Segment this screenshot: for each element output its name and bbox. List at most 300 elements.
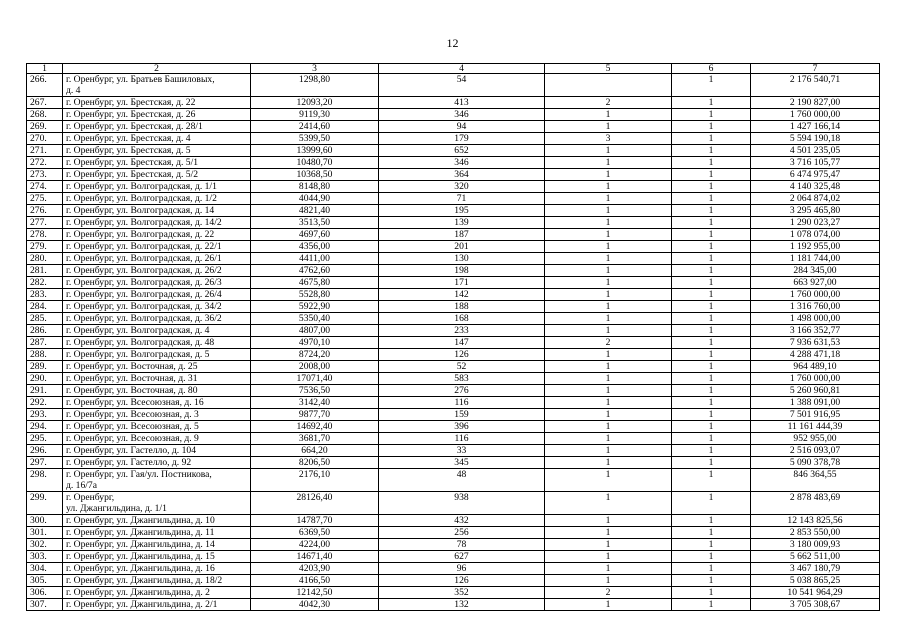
value-6-cell: 1 [672, 133, 751, 145]
value-6-cell: 1 [672, 515, 751, 527]
cost-cell: 952 955,00 [751, 433, 880, 445]
row-number: 300. [27, 515, 63, 527]
row-number: 306. [27, 587, 63, 599]
row-number: 301. [27, 527, 63, 539]
value-5-cell: 1 [545, 229, 672, 241]
value-5-cell: 1 [545, 361, 672, 373]
value-5-cell: 1 [545, 527, 672, 539]
value-5-cell: 1 [545, 492, 672, 515]
residents-cell: 432 [379, 515, 545, 527]
residents-cell: 71 [379, 193, 545, 205]
address-cell: г. Оренбург, ул. Волгоградская, д. 26/2 [63, 265, 251, 277]
cost-cell: 846 364,55 [751, 469, 880, 492]
value-5-cell: 1 [545, 241, 672, 253]
value-6-cell: 1 [672, 313, 751, 325]
residents-cell: 198 [379, 265, 545, 277]
value-6-cell: 1 [672, 181, 751, 193]
table-row [27, 313, 880, 325]
address-cell: г. Оренбург, ул. Всесоюзная, д. 16 [63, 397, 251, 409]
value-5-cell: 1 [545, 433, 672, 445]
column-header: 2 [63, 64, 251, 74]
residents-cell: 33 [379, 445, 545, 457]
table-row [27, 337, 880, 349]
address-cell: г. Оренбург, ул. Джангильдина, д. 14 [63, 539, 251, 551]
row-number: 278. [27, 229, 63, 241]
residents-cell: 187 [379, 229, 545, 241]
row-number: 292. [27, 397, 63, 409]
row-number: 294. [27, 421, 63, 433]
residents-cell: 159 [379, 409, 545, 421]
area-cell: 4411,00 [251, 253, 379, 265]
area-cell: 4762,60 [251, 265, 379, 277]
table-row [27, 121, 880, 133]
value-5-cell: 1 [545, 457, 672, 469]
table-row [27, 133, 880, 145]
cost-cell: 1 427 166,14 [751, 121, 880, 133]
value-5-cell: 1 [545, 313, 672, 325]
residents-cell: 94 [379, 121, 545, 133]
value-5-cell: 2 [545, 97, 672, 109]
row-number: 305. [27, 575, 63, 587]
area-cell: 5922,90 [251, 301, 379, 313]
area-cell: 4697,60 [251, 229, 379, 241]
address-cell: г. Оренбург, ул. Волгоградская, д. 26/1 [63, 253, 251, 265]
value-5-cell: 1 [545, 253, 672, 265]
table-row [27, 409, 880, 421]
row-number: 303. [27, 551, 63, 563]
value-5-cell: 1 [545, 469, 672, 492]
address-cell: г. Оренбург, ул. Восточная, д. 25 [63, 361, 251, 373]
residents-cell: 396 [379, 421, 545, 433]
cost-cell: 964 489,10 [751, 361, 880, 373]
residents-cell: 938 [379, 492, 545, 515]
cost-cell: 1 760 000,00 [751, 373, 880, 385]
residents-cell: 583 [379, 373, 545, 385]
cost-cell: 663 927,00 [751, 277, 880, 289]
area-cell: 3513,50 [251, 217, 379, 229]
cost-cell: 3 467 180,79 [751, 563, 880, 575]
value-5-cell [545, 74, 672, 97]
residents-cell: 195 [379, 205, 545, 217]
residents-cell: 627 [379, 551, 545, 563]
address-cell: г. Оренбург, ул. Всесоюзная, д. 5 [63, 421, 251, 433]
value-6-cell: 1 [672, 74, 751, 97]
page-number: 12 [446, 36, 459, 50]
area-cell: 10480,70 [251, 157, 379, 169]
cost-cell: 5 594 190,18 [751, 133, 880, 145]
value-5-cell: 1 [545, 349, 672, 361]
value-6-cell: 1 [672, 253, 751, 265]
cost-cell: 1 316 760,00 [751, 301, 880, 313]
cost-cell: 12 143 825,56 [751, 515, 880, 527]
cost-cell: 3 166 352,77 [751, 325, 880, 337]
value-6-cell: 1 [672, 205, 751, 217]
area-cell: 6369,50 [251, 527, 379, 539]
table-row [27, 301, 880, 313]
column-header: 4 [379, 64, 545, 74]
row-number: 277. [27, 217, 63, 229]
value-6-cell: 1 [672, 445, 751, 457]
address-cell: г. Оренбург, ул. Волгоградская, д. 5 [63, 349, 251, 361]
address-cell: г. Оренбург, ул. Брестская, д. 4 [63, 133, 251, 145]
row-number: 291. [27, 385, 63, 397]
row-number: 293. [27, 409, 63, 421]
residents-cell: 652 [379, 145, 545, 157]
area-cell: 4821,40 [251, 205, 379, 217]
cost-cell: 3 716 105,77 [751, 157, 880, 169]
row-number: 295. [27, 433, 63, 445]
address-cell: г. Оренбург, ул. Волгоградская, д. 34/2 [63, 301, 251, 313]
table-row [27, 575, 880, 587]
table-row [27, 241, 880, 253]
area-cell: 14671,40 [251, 551, 379, 563]
table-row [27, 289, 880, 301]
address-cell: г. Оренбург, ул. Брестская, д. 26 [63, 109, 251, 121]
value-5-cell: 1 [545, 551, 672, 563]
residents-cell: 132 [379, 599, 545, 611]
table-row [27, 539, 880, 551]
column-header: 3 [251, 64, 379, 74]
value-6-cell: 1 [672, 469, 751, 492]
table-row [27, 492, 880, 515]
value-5-cell: 1 [545, 599, 672, 611]
column-header: 6 [672, 64, 751, 74]
value-5-cell: 1 [545, 193, 672, 205]
row-number: 284. [27, 301, 63, 313]
area-cell: 14787,70 [251, 515, 379, 527]
value-6-cell: 1 [672, 217, 751, 229]
address-cell: г. Оренбург, ул. Волгоградская, д. 14 [63, 205, 251, 217]
value-6-cell: 1 [672, 527, 751, 539]
value-6-cell: 1 [672, 145, 751, 157]
address-cell: г. Оренбург, ул. Восточная, д. 31 [63, 373, 251, 385]
residents-cell: 78 [379, 539, 545, 551]
area-cell: 4224,00 [251, 539, 379, 551]
value-6-cell: 1 [672, 277, 751, 289]
area-cell: 664,20 [251, 445, 379, 457]
residents-cell: 168 [379, 313, 545, 325]
area-cell: 5528,80 [251, 289, 379, 301]
area-cell: 12142,50 [251, 587, 379, 599]
value-6-cell: 1 [672, 373, 751, 385]
cost-cell: 2 878 483,69 [751, 492, 880, 515]
cost-cell: 4 288 471,18 [751, 349, 880, 361]
row-number: 275. [27, 193, 63, 205]
value-5-cell: 2 [545, 337, 672, 349]
value-6-cell: 1 [672, 587, 751, 599]
row-number: 268. [27, 109, 63, 121]
cost-cell: 7 936 631,53 [751, 337, 880, 349]
row-number: 279. [27, 241, 63, 253]
row-number: 298. [27, 469, 63, 492]
area-cell: 2176,10 [251, 469, 379, 492]
residents-cell: 139 [379, 217, 545, 229]
table-row [27, 373, 880, 385]
table-row [27, 563, 880, 575]
value-5-cell: 1 [545, 385, 672, 397]
cost-cell: 2 176 540,71 [751, 74, 880, 97]
residents-cell: 52 [379, 361, 545, 373]
cost-cell: 1 290 023,27 [751, 217, 880, 229]
table-row [27, 527, 880, 539]
area-cell: 8724,20 [251, 349, 379, 361]
value-6-cell: 1 [672, 193, 751, 205]
row-number: 272. [27, 157, 63, 169]
residents-cell: 126 [379, 575, 545, 587]
residents-cell: 256 [379, 527, 545, 539]
value-6-cell: 1 [672, 575, 751, 587]
cost-cell: 3 705 308,67 [751, 599, 880, 611]
residents-cell: 126 [379, 349, 545, 361]
value-6-cell: 1 [672, 421, 751, 433]
table-row [27, 97, 880, 109]
address-cell: г. Оренбург, ул. Джангильдина, д. 11 [63, 527, 251, 539]
table-row [27, 515, 880, 527]
cost-cell: 2 064 874,02 [751, 193, 880, 205]
residents-cell: 201 [379, 241, 545, 253]
address-cell: г. Оренбург, ул. Джангильдина, д. 2 [63, 587, 251, 599]
address-cell: г. Оренбург, ул. Волгоградская, д. 22/1 [63, 241, 251, 253]
row-number: 302. [27, 539, 63, 551]
value-6-cell: 1 [672, 265, 751, 277]
row-number: 289. [27, 361, 63, 373]
cost-cell: 5 090 378,78 [751, 457, 880, 469]
residents-cell: 346 [379, 109, 545, 121]
table-row [27, 205, 880, 217]
residents-cell: 54 [379, 74, 545, 97]
row-number: 290. [27, 373, 63, 385]
value-5-cell: 1 [545, 181, 672, 193]
area-cell: 2414,60 [251, 121, 379, 133]
table-row [27, 385, 880, 397]
cost-cell: 4 501 235,05 [751, 145, 880, 157]
table-row [27, 445, 880, 457]
address-cell: г. Оренбург, ул. Волгоградская, д. 26/3 [63, 277, 251, 289]
address-cell: г. Оренбург, ул. Волгоградская, д. 4 [63, 325, 251, 337]
residents-cell: 96 [379, 563, 545, 575]
address-cell: г. Оренбург, ул. Всесоюзная, д. 9 [63, 433, 251, 445]
column-header: 5 [545, 64, 672, 74]
area-cell: 28126,40 [251, 492, 379, 515]
area-cell: 5350,40 [251, 313, 379, 325]
address-cell: г. Оренбург, ул. Гастелло, д. 92 [63, 457, 251, 469]
value-6-cell: 1 [672, 241, 751, 253]
table-row [27, 109, 880, 121]
residents-cell: 320 [379, 181, 545, 193]
cost-cell: 3 295 465,80 [751, 205, 880, 217]
cost-cell: 7 501 916,95 [751, 409, 880, 421]
table-row [27, 551, 880, 563]
residents-cell: 179 [379, 133, 545, 145]
address-cell: г. Оренбург, ул. Гастелло, д. 104 [63, 445, 251, 457]
area-cell: 9877,70 [251, 409, 379, 421]
value-5-cell: 1 [545, 373, 672, 385]
area-cell: 4203,90 [251, 563, 379, 575]
value-6-cell: 1 [672, 397, 751, 409]
cost-cell: 5 038 865,25 [751, 575, 880, 587]
value-6-cell: 1 [672, 492, 751, 515]
value-5-cell: 1 [545, 301, 672, 313]
residents-cell: 130 [379, 253, 545, 265]
address-cell: г. Оренбург, ул. Волгоградская, д. 22 [63, 229, 251, 241]
row-number: 296. [27, 445, 63, 457]
value-6-cell: 1 [672, 97, 751, 109]
table-row [27, 181, 880, 193]
value-5-cell: 1 [545, 109, 672, 121]
row-number: 281. [27, 265, 63, 277]
area-cell: 4807,00 [251, 325, 379, 337]
cost-cell: 1 078 074,00 [751, 229, 880, 241]
cost-cell: 1 760 000,00 [751, 289, 880, 301]
value-6-cell: 1 [672, 361, 751, 373]
address-cell: г. Оренбург, ул. Волгоградская, д. 14/2 [63, 217, 251, 229]
table-row [27, 349, 880, 361]
table-row [27, 74, 880, 97]
residents-cell: 171 [379, 277, 545, 289]
table-row [27, 397, 880, 409]
value-5-cell: 1 [545, 265, 672, 277]
row-number: 271. [27, 145, 63, 157]
value-6-cell: 1 [672, 301, 751, 313]
residents-cell: 233 [379, 325, 545, 337]
value-6-cell: 1 [672, 169, 751, 181]
row-number: 297. [27, 457, 63, 469]
address-cell: г. Оренбург, ул. Джангильдина, д. 15 [63, 551, 251, 563]
row-number: 266. [27, 74, 63, 97]
value-6-cell: 1 [672, 289, 751, 301]
cost-cell: 2 516 093,07 [751, 445, 880, 457]
row-number: 267. [27, 97, 63, 109]
value-5-cell: 1 [545, 217, 672, 229]
area-cell: 17071,40 [251, 373, 379, 385]
value-6-cell: 1 [672, 325, 751, 337]
area-cell: 1298,80 [251, 74, 379, 97]
value-5-cell: 1 [545, 409, 672, 421]
area-cell: 8206,50 [251, 457, 379, 469]
value-5-cell: 1 [545, 157, 672, 169]
area-cell: 10368,50 [251, 169, 379, 181]
value-5-cell: 1 [545, 145, 672, 157]
residents-cell: 413 [379, 97, 545, 109]
table-row [27, 469, 880, 492]
address-cell: г. Оренбург, ул. Восточная, д. 80 [63, 385, 251, 397]
table-row [27, 433, 880, 445]
cost-cell: 1 760 000,00 [751, 109, 880, 121]
cost-cell: 1 192 955,00 [751, 241, 880, 253]
cost-cell: 5 260 960,81 [751, 385, 880, 397]
area-cell: 13999,60 [251, 145, 379, 157]
area-cell: 9119,30 [251, 109, 379, 121]
area-cell: 4356,00 [251, 241, 379, 253]
row-number: 276. [27, 205, 63, 217]
table-row [27, 457, 880, 469]
address-cell: г. Оренбург, ул. Брестская, д. 28/1 [63, 121, 251, 133]
table-row [27, 169, 880, 181]
residents-cell: 116 [379, 397, 545, 409]
table-row [27, 217, 880, 229]
value-5-cell: 1 [545, 277, 672, 289]
table-row [27, 157, 880, 169]
value-6-cell: 1 [672, 157, 751, 169]
address-cell: г. Оренбург, ул. Волгоградская, д. 1/1 [63, 181, 251, 193]
residents-cell: 142 [379, 289, 545, 301]
value-5-cell: 1 [545, 169, 672, 181]
table-row [27, 325, 880, 337]
address-cell: г. Оренбург, ул. Джангильдина, д. 18/2 [63, 575, 251, 587]
address-cell: г. Оренбург, ул. Волгоградская, д. 36/2 [63, 313, 251, 325]
residents-cell: 116 [379, 433, 545, 445]
table-row [27, 193, 880, 205]
cost-cell: 5 662 511,00 [751, 551, 880, 563]
address-cell: г. Оренбург, ул. Джангильдина, д. 16 [63, 563, 251, 575]
value-5-cell: 1 [545, 515, 672, 527]
cost-cell: 284 345,00 [751, 265, 880, 277]
table-row [27, 587, 880, 599]
address-cell: г. Оренбург, ул. Брестская, д. 22 [63, 97, 251, 109]
value-6-cell: 1 [672, 349, 751, 361]
column-header: 1 [27, 64, 63, 74]
row-number: 304. [27, 563, 63, 575]
table-header [27, 64, 880, 74]
address-cell: г. Оренбург, ул. Брестская, д. 5/1 [63, 157, 251, 169]
table-row [27, 229, 880, 241]
residents-cell: 188 [379, 301, 545, 313]
row-number: 285. [27, 313, 63, 325]
area-cell: 14692,40 [251, 421, 379, 433]
area-cell: 4042,30 [251, 599, 379, 611]
area-cell: 4166,50 [251, 575, 379, 587]
cost-cell: 3 180 009,93 [751, 539, 880, 551]
area-cell: 3681,70 [251, 433, 379, 445]
row-number: 286. [27, 325, 63, 337]
area-cell: 2008,00 [251, 361, 379, 373]
table-row [27, 277, 880, 289]
value-6-cell: 1 [672, 109, 751, 121]
address-cell: г. Оренбург, ул. Волгоградская, д. 48 [63, 337, 251, 349]
residents-cell: 352 [379, 587, 545, 599]
cost-cell: 1 498 000,00 [751, 313, 880, 325]
value-6-cell: 1 [672, 599, 751, 611]
row-number: 270. [27, 133, 63, 145]
area-cell: 12093,20 [251, 97, 379, 109]
value-5-cell: 3 [545, 133, 672, 145]
value-6-cell: 1 [672, 539, 751, 551]
cost-cell: 10 541 964,29 [751, 587, 880, 599]
table-row [27, 253, 880, 265]
residents-cell: 48 [379, 469, 545, 492]
address-cell: г. Оренбург, ул. Брестская, д. 5/2 [63, 169, 251, 181]
area-cell: 4044,90 [251, 193, 379, 205]
row-number: 283. [27, 289, 63, 301]
area-cell: 7536,50 [251, 385, 379, 397]
address-cell: г. Оренбург, ул. Джангильдина, д. 10 [63, 515, 251, 527]
row-number: 299. [27, 492, 63, 515]
address-cell: г. Оренбург, ул. Гая/ул. Постникова, д. 16/7а [63, 469, 251, 492]
table-body [27, 74, 880, 611]
row-number: 269. [27, 121, 63, 133]
residents-cell: 346 [379, 157, 545, 169]
value-5-cell: 1 [545, 563, 672, 575]
value-5-cell: 1 [545, 121, 672, 133]
table-row [27, 599, 880, 611]
area-cell: 4675,80 [251, 277, 379, 289]
address-cell: г. Оренбург, ул. Волгоградская, д. 26/4 [63, 289, 251, 301]
row-number: 288. [27, 349, 63, 361]
residents-cell: 276 [379, 385, 545, 397]
cost-cell: 6 474 975,47 [751, 169, 880, 181]
value-6-cell: 1 [672, 551, 751, 563]
value-5-cell: 1 [545, 397, 672, 409]
